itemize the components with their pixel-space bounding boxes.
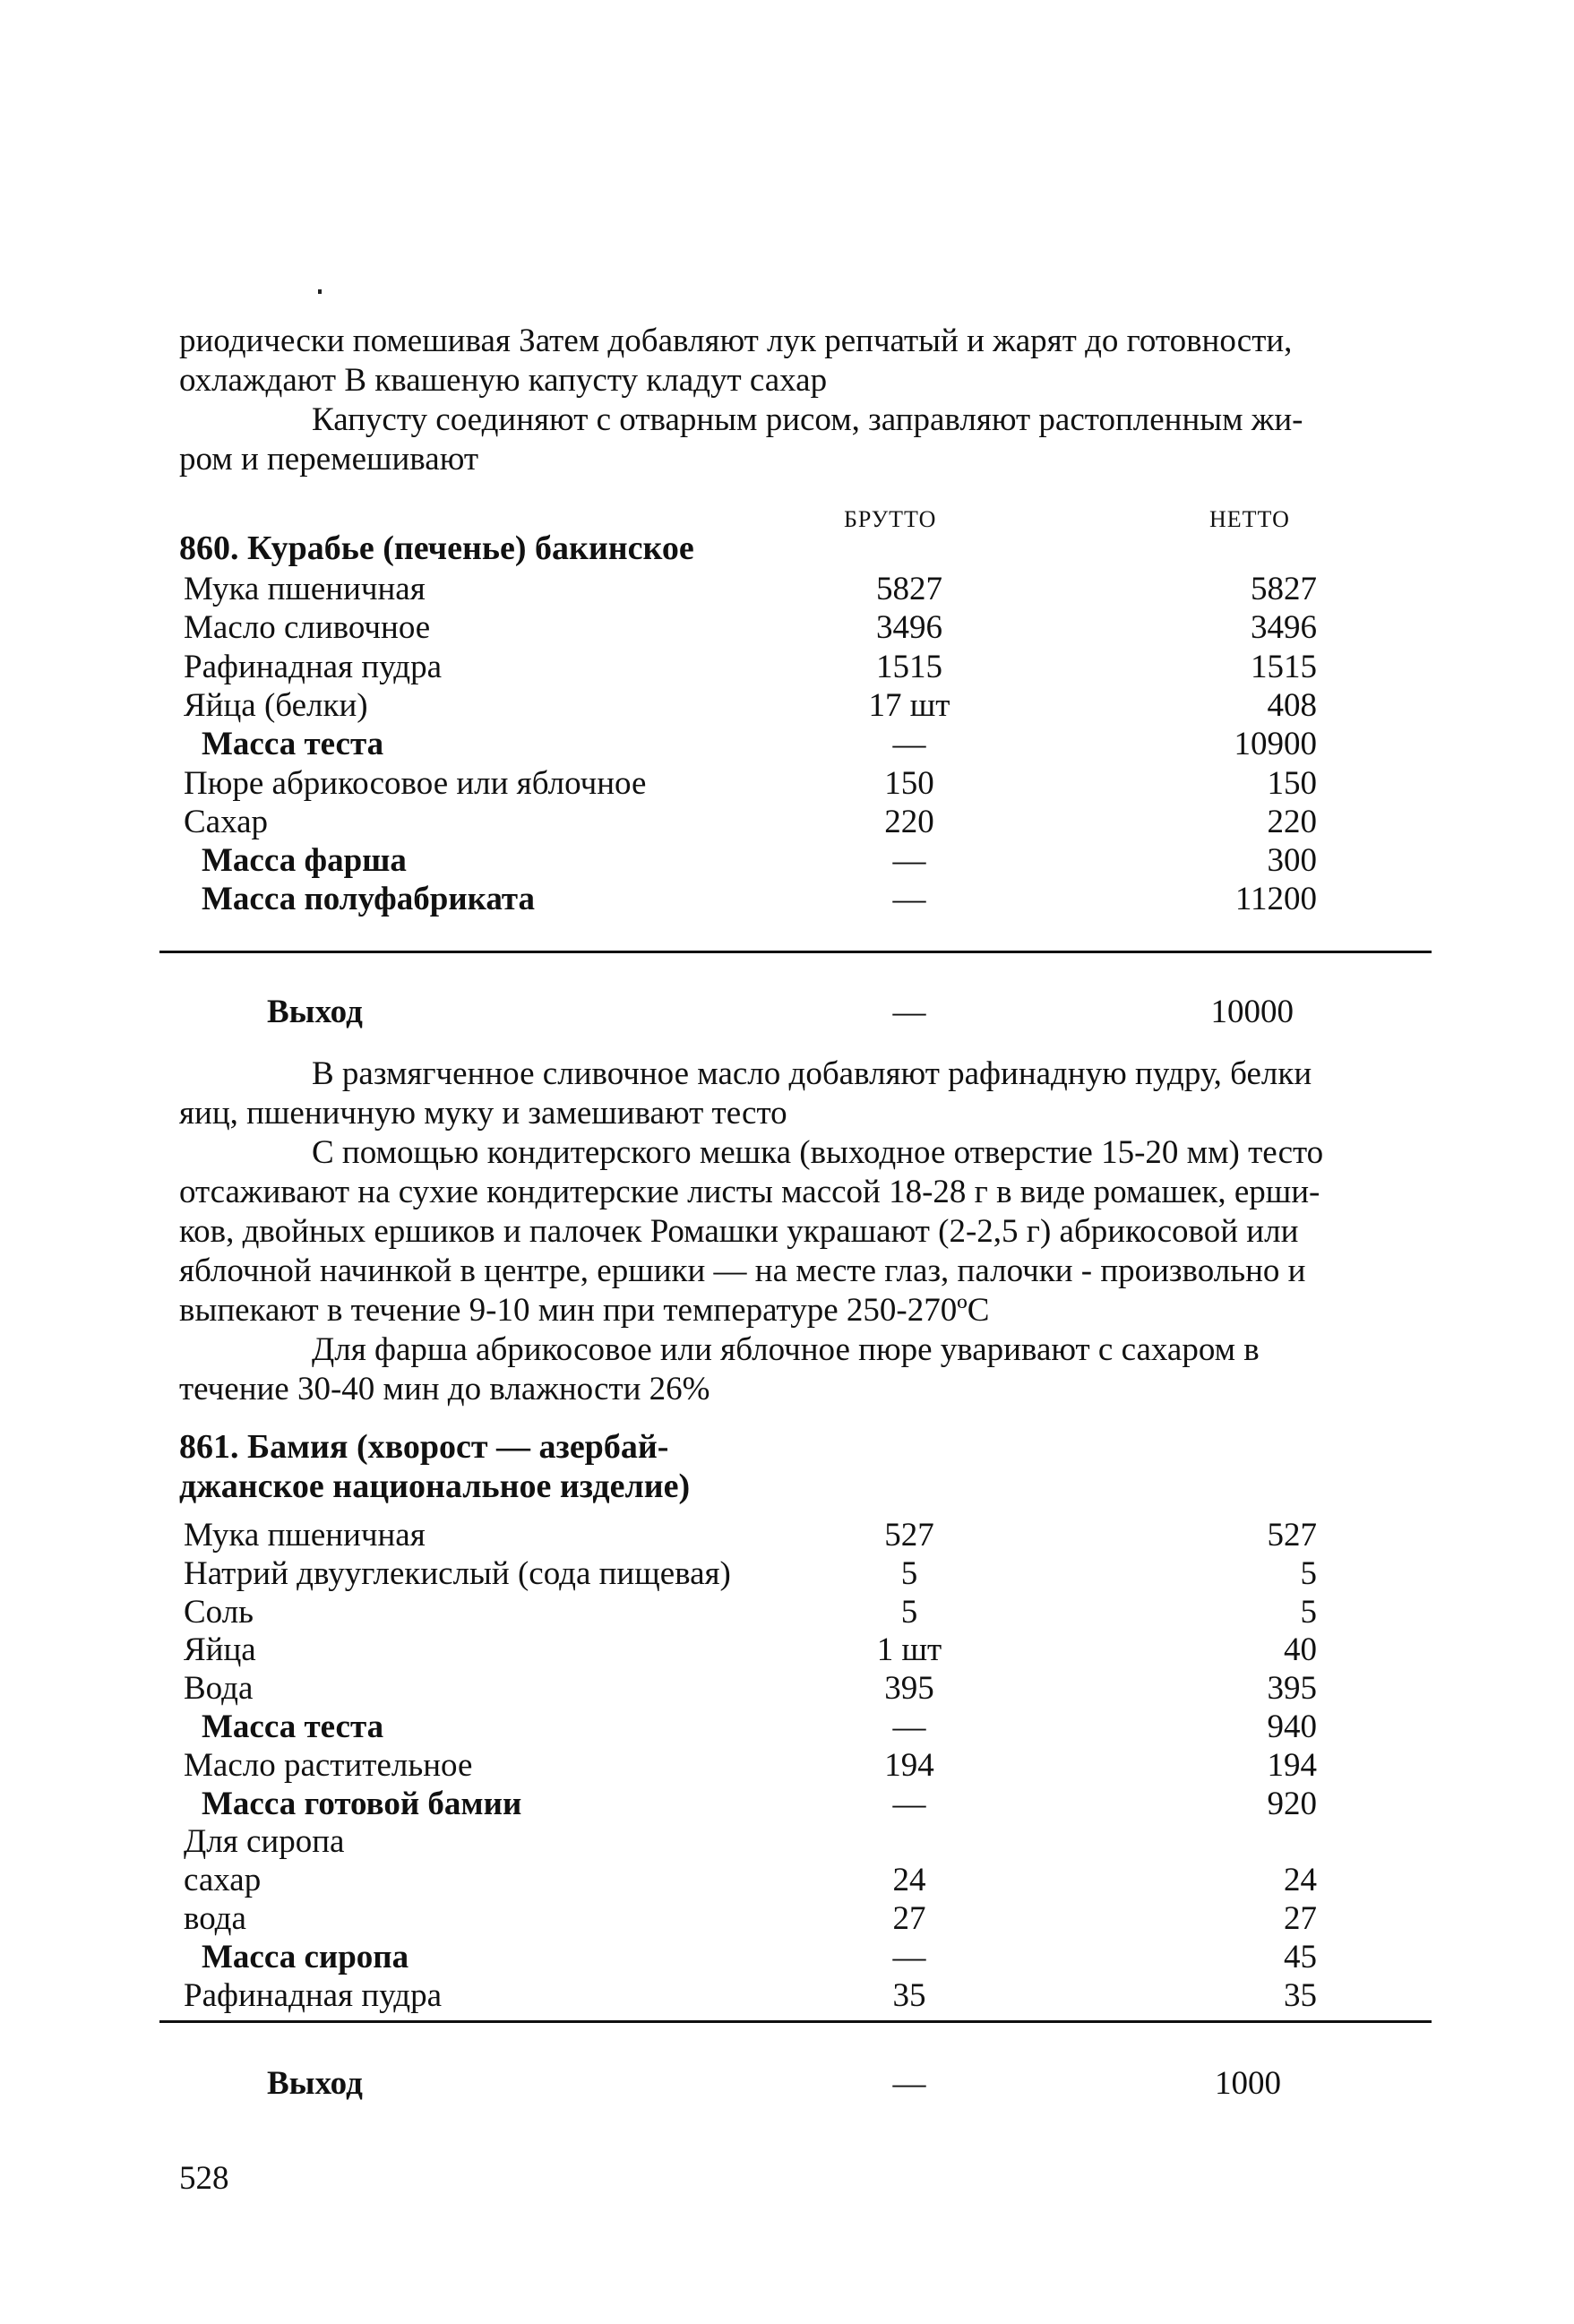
ingredient-row <box>0 1861 1574 1900</box>
recipe-861-yield-brutto: — <box>892 2065 926 2102</box>
ingredient-row <box>0 1938 1574 1977</box>
recipe-860-title: 860. Курабье (печенье) бакинское <box>179 529 694 567</box>
ingredient-row <box>0 648 1574 687</box>
ingredient-netto: 5827 <box>1251 571 1317 607</box>
ingredient-row <box>0 803 1574 842</box>
ingredient-brutto: 194 <box>884 1746 934 1784</box>
ingredient-brutto: 5 <box>900 1593 918 1631</box>
ingredient-brutto: — <box>892 1785 926 1822</box>
ingredient-brutto: — <box>892 1938 926 1975</box>
ingredient-row <box>0 1554 1574 1594</box>
method-line: течение 30-40 мин до влажности 26% <box>179 1371 710 1407</box>
ingredient-netto: 10900 <box>1234 726 1317 763</box>
ingredient-brutto: 5827 <box>876 571 942 607</box>
ingredient-brutto: 17 шт <box>868 686 950 724</box>
ingredient-netto: 220 <box>1267 803 1317 840</box>
ingredient-row <box>0 1593 1574 1632</box>
recipe-860-yield-brutto: — <box>892 994 926 1030</box>
ingredient-row <box>0 1785 1574 1824</box>
ingredient-name: Сахар <box>184 803 269 840</box>
ingredient-row <box>0 1631 1574 1670</box>
ingredient-name: Масса фарша <box>202 842 407 880</box>
intro-line: ром и перемешивают <box>179 441 479 478</box>
column-header-netto: НЕТТО <box>1209 506 1290 532</box>
ingredient-name: Масса готовой бамии <box>202 1785 522 1822</box>
recipe-861-title: джанское национальное изделие) <box>179 1468 691 1505</box>
ingredient-netto: 300 <box>1267 842 1317 880</box>
ingredient-name: Рафинадная пудра <box>184 1976 443 2014</box>
method-line: В размягченное сливочное масло добавляют рафинадную пудру, белки <box>312 1055 1312 1092</box>
recipe-861-yield-label: Выход <box>267 2065 363 2102</box>
ingredient-name: вода <box>184 1900 246 1937</box>
ingredient-name: Яйца <box>184 1631 256 1669</box>
ingredient-netto: 1515 <box>1251 648 1317 685</box>
ingredient-name: Масса теста <box>202 1709 384 1745</box>
ingredient-row <box>0 608 1574 648</box>
ingredient-brutto: — <box>892 881 926 918</box>
ingredient-brutto: — <box>892 1709 926 1745</box>
table-divider <box>159 951 1432 953</box>
ingredient-row <box>0 1516 1574 1555</box>
ingredient-netto: 395 <box>1267 1670 1317 1708</box>
ingredient-netto: 3496 <box>1251 609 1317 647</box>
ingredient-name: Натрий двууглекислый (сода пищевая) <box>184 1554 731 1592</box>
recipe-861-title: 861. Бамия (хворост — азербай- <box>179 1428 669 1466</box>
ingredient-row <box>0 1822 1574 1862</box>
ingredient-netto: 5 <box>1300 1554 1317 1592</box>
ingredient-row <box>0 725 1574 764</box>
ingredient-name: Масса сиропа <box>202 1938 409 1975</box>
ingredient-row <box>0 570 1574 609</box>
ingredient-netto: 11200 <box>1234 881 1317 918</box>
method-line: ков, двойных ершиков и палочек Ромашки украшают (2-2,5 г) абрикосовой или <box>179 1213 1299 1250</box>
ingredient-name: Вода <box>184 1670 254 1708</box>
ingredient-brutto: 1 шт <box>876 1631 942 1669</box>
ingredient-brutto: 395 <box>884 1670 934 1708</box>
print-speck <box>318 289 322 294</box>
ingredient-name: Масло растительное <box>184 1746 473 1784</box>
ingredient-netto: 27 <box>1284 1900 1317 1937</box>
ingredient-netto: 940 <box>1267 1709 1317 1745</box>
column-header-brutto: БРУТТО <box>844 506 937 532</box>
ingredient-row <box>0 1746 1574 1786</box>
ingredient-row <box>0 1976 1574 2016</box>
method-line: яиц, пшеничную муку и замешивают тесто <box>179 1095 787 1132</box>
ingredient-name: Для сиропа <box>184 1823 345 1861</box>
ingredient-brutto: — <box>892 726 926 763</box>
ingredient-brutto: 527 <box>884 1517 934 1554</box>
ingredient-name: Масло сливочное <box>184 609 431 647</box>
ingredient-row <box>0 880 1574 919</box>
ingredient-row <box>0 1669 1574 1709</box>
ingredient-netto: 408 <box>1267 686 1317 724</box>
intro-line: риодически помешивая Затем добавляют лук репчатый и жарят до готовности, <box>179 323 1293 359</box>
method-line: отсаживают на сухие кондитерские листы массой 18-28 г в виде ромашек, ерши- <box>179 1174 1320 1210</box>
ingredient-netto: 35 <box>1284 1976 1317 2014</box>
ingredient-netto: 150 <box>1267 764 1317 802</box>
ingredient-brutto: 35 <box>892 1976 926 2014</box>
ingredient-name: Мука пшеничная <box>184 571 426 607</box>
ingredient-row <box>0 1708 1574 1747</box>
ingredient-netto: 45 <box>1284 1938 1317 1975</box>
ingredient-name: Мука пшеничная <box>184 1517 426 1554</box>
recipe-860-yield-label: Выход <box>267 994 363 1030</box>
ingredient-row <box>0 686 1574 726</box>
ingredient-brutto: — <box>892 842 926 880</box>
ingredient-netto: 194 <box>1267 1746 1317 1784</box>
recipe-860-yield-netto: 10000 <box>1210 994 1294 1030</box>
ingredient-netto: 527 <box>1267 1517 1317 1554</box>
ingredient-netto: 920 <box>1267 1785 1317 1822</box>
ingredient-brutto: 3496 <box>876 609 942 647</box>
ingredient-row <box>0 1899 1574 1939</box>
intro-line: Капусту соединяют с отварным рисом, заправляют растопленным жи- <box>312 401 1303 438</box>
ingredient-row <box>0 841 1574 881</box>
table-divider <box>159 2020 1432 2023</box>
ingredient-brutto: 150 <box>884 764 934 802</box>
ingredient-name: Рафинадная пудра <box>184 648 443 685</box>
ingredient-name: Яйца (белки) <box>184 686 368 724</box>
method-line: яблочной начинкой в центре, ершики — на месте глаз, палочки - произвольно и <box>179 1252 1306 1289</box>
ingredient-name: Соль <box>184 1593 254 1631</box>
ingredient-netto: 24 <box>1284 1862 1317 1899</box>
ingredient-name: Масса полуфабриката <box>202 881 536 918</box>
ingredient-netto: 40 <box>1284 1631 1317 1669</box>
ingredient-row <box>0 764 1574 804</box>
ingredient-name: Масса теста <box>202 726 384 763</box>
recipe-861-yield-netto: 1000 <box>1215 2065 1281 2102</box>
ingredient-netto: 5 <box>1300 1593 1317 1631</box>
page-number: 528 <box>179 2160 229 2197</box>
ingredient-brutto: 27 <box>892 1900 926 1937</box>
ingredient-brutto: 5 <box>900 1554 918 1592</box>
ingredient-name: Пюре абрикосовое или яблочное <box>184 764 647 802</box>
method-line: выпекают в течение 9-10 мин при температуре 250-270ºС <box>179 1292 990 1329</box>
method-line: Для фарша абрикосовое или яблочное пюре уваривают с сахаром в <box>312 1331 1260 1368</box>
ingredient-brutto: 1515 <box>876 648 942 685</box>
ingredient-brutto: 220 <box>884 803 934 840</box>
intro-line: охлаждают В квашеную капусту кладут сахар <box>179 362 828 399</box>
ingredient-name: сахар <box>184 1862 262 1899</box>
ingredient-brutto: 24 <box>892 1862 926 1899</box>
method-line: С помощью кондитерского мешка (выходное отверстие 15-20 мм) тесто <box>312 1134 1324 1171</box>
